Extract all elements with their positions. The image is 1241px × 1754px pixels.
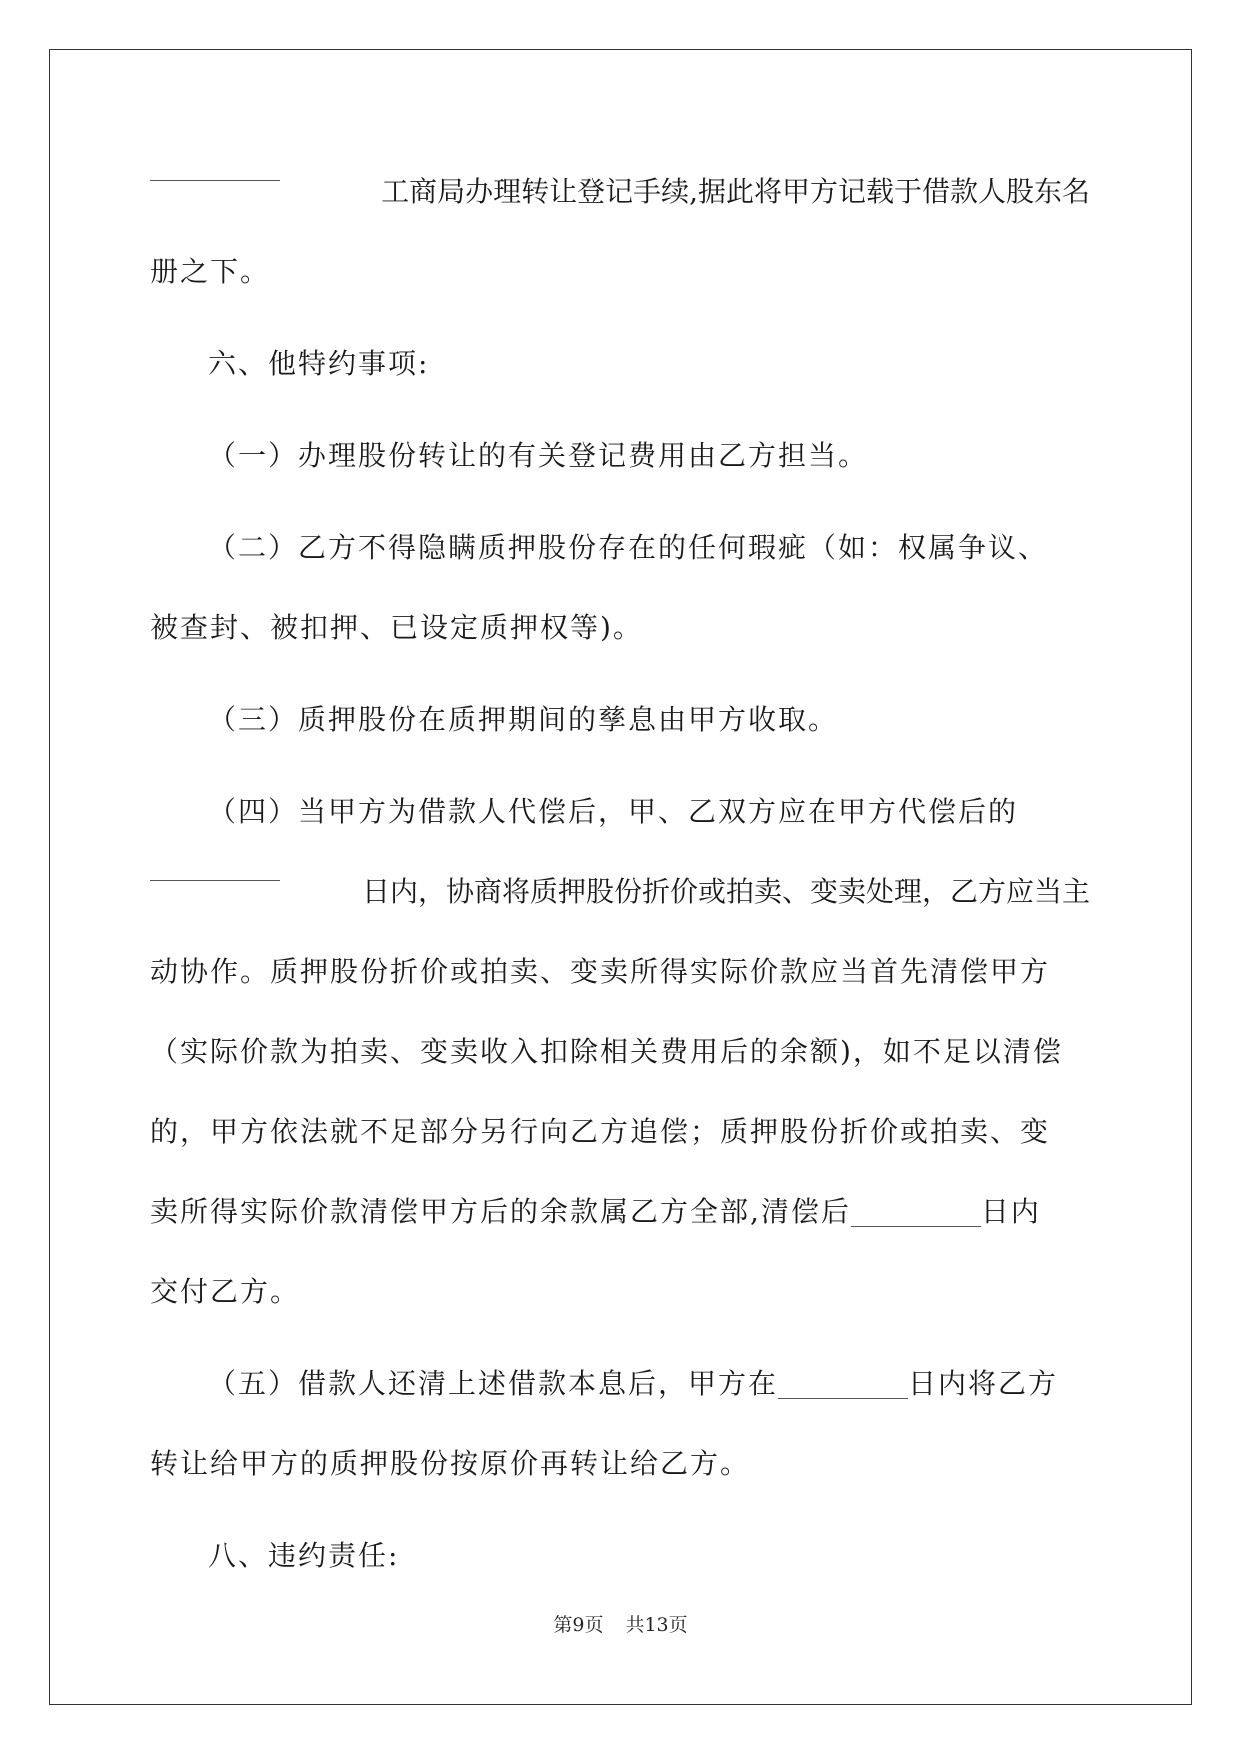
clause-item-continuation: （实际价款为拍卖、变卖收入扣除相关费用后的余额)，如不足以清偿 [150,1035,1063,1068]
paragraph-line [150,152,1090,232]
clause-item: （四）当甲方为借款人代偿后，甲、乙双方应在甲方代偿后的 [208,795,1019,828]
section-heading: 八、违约责任: [208,1539,400,1572]
text-run: 卖所得实际价款清偿甲方后的余款属乙方全部,清偿后 [150,1195,851,1228]
text-run: 日内 [980,1195,1041,1228]
document-body [150,152,1090,1596]
text-run: 工商局办理转让登记手续,据此将甲方记载于借款人股东名 [381,175,1090,208]
clause-item [150,1344,1090,1424]
text-run: 日内将乙方 [908,1367,1059,1400]
page-footer [0,1610,1241,1637]
page-number: 第9页 [553,1614,604,1636]
clause-item-continuation [150,1172,1090,1252]
clause-item-continuation: 的，甲方依法就不足部分另行向乙方追偿；质押股份折价或拍卖、变 [150,1115,1051,1148]
clause-item: （一）办理股份转让的有关登记费用由乙方担当。 [208,439,869,472]
clause-item: （三）质押股份在质押期间的孳息由甲方收取。 [208,703,839,736]
page-total: 共13页 [625,1614,688,1636]
fill-in-blank [150,852,280,881]
clause-item-continuation: 动协作。质押股份折价或拍卖、变卖所得实际价款应当首先清偿甲方 [150,955,1051,988]
paragraph-line: 册之下。 [150,255,271,288]
text-run: （五）借款人还清上述借款本息后，甲方在 [208,1367,779,1400]
fill-in-blank [778,1370,908,1399]
section-heading: 六、他特约事项: [208,347,430,380]
clause-item-continuation: 转让给甲方的质押股份按原价再转让给乙方。 [150,1447,751,1480]
text-run: 日内，协商将质押股份折价或拍卖、变卖处理，乙方应当主 [361,875,1090,908]
clause-item-continuation: 交付乙方。 [150,1275,301,1308]
clause-item: （二）乙方不得隐瞒质押股份存在的任何瑕疵（如：权属争议、 [208,531,1049,564]
clause-item-continuation [150,852,1090,932]
fill-in-blank [851,1198,981,1227]
clause-item-continuation: 被查封、被扣押、已设定质押权等)。 [150,611,643,644]
fill-in-blank [150,152,280,181]
